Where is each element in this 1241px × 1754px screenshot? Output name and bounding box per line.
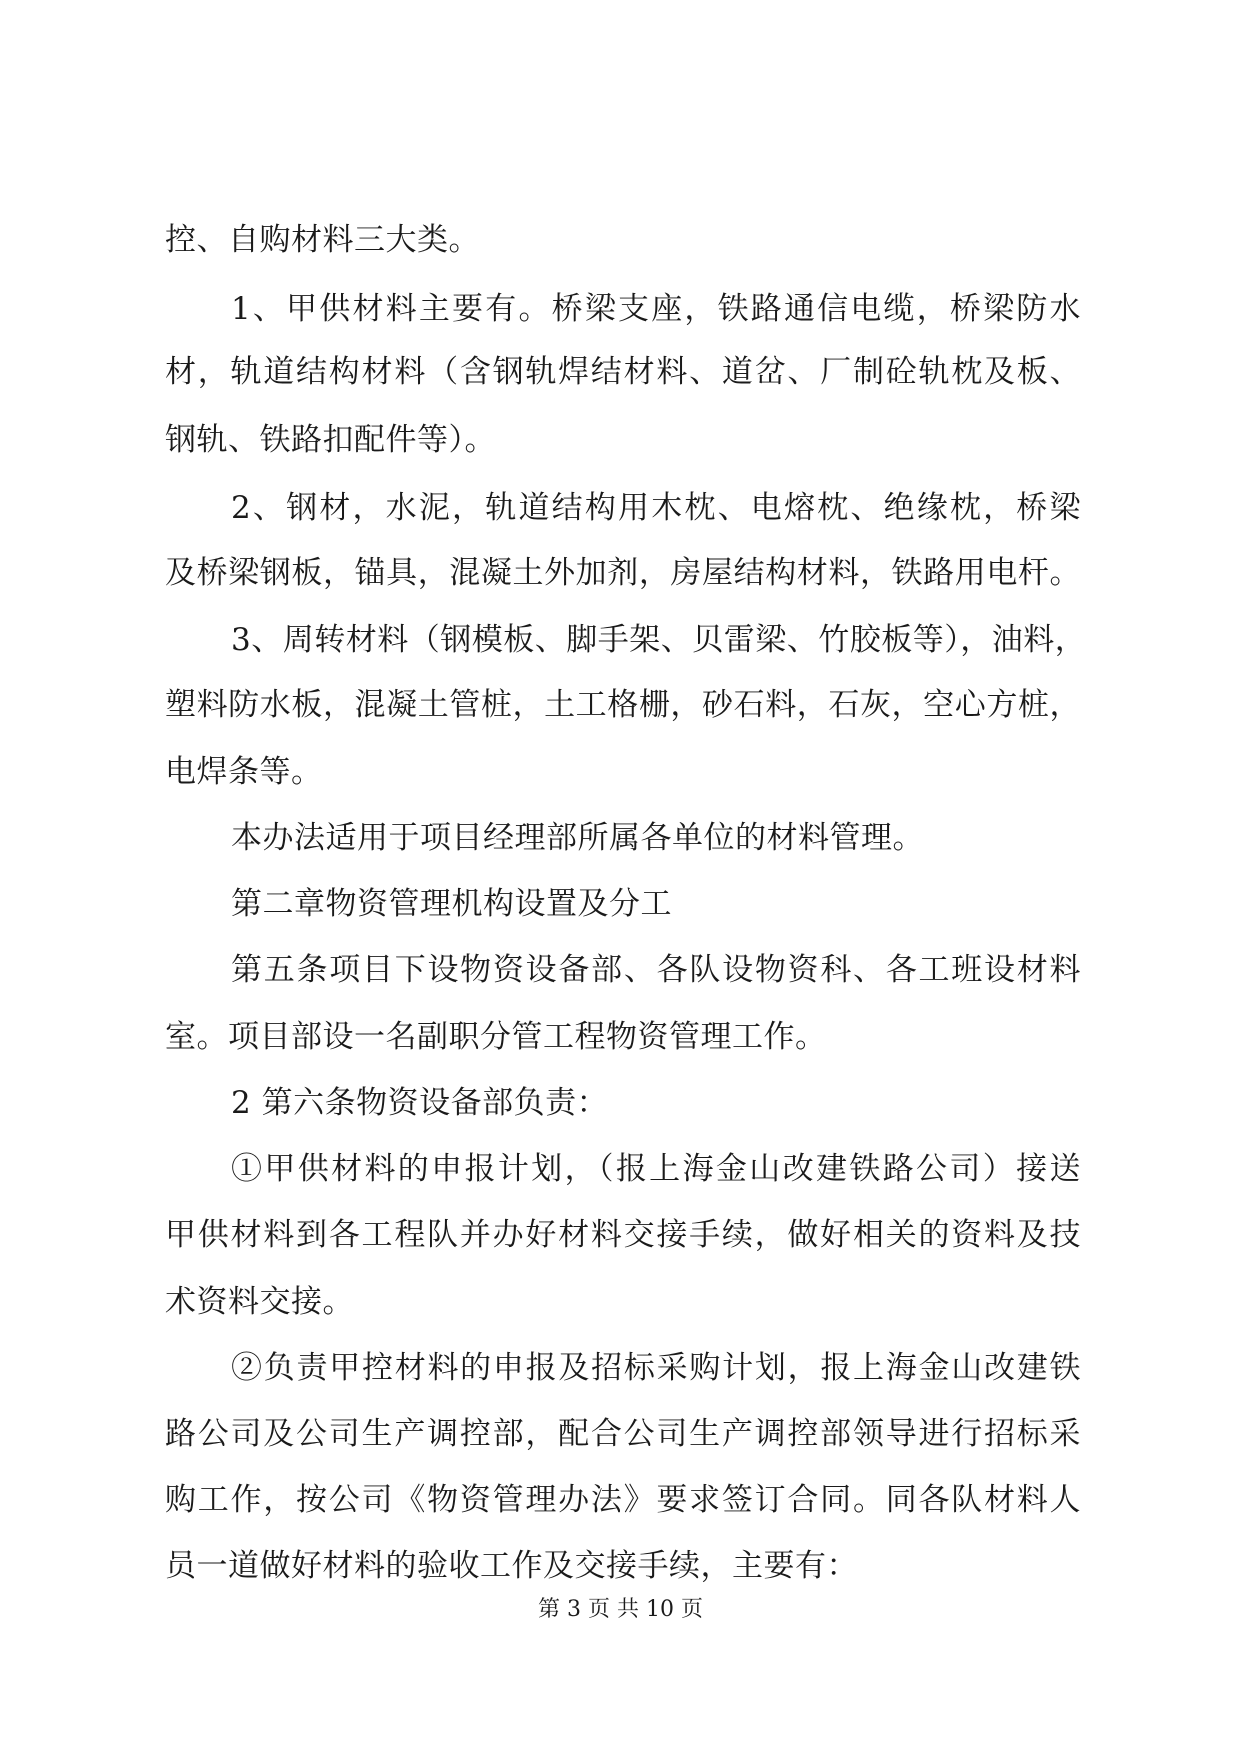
paragraph-line: 及桥梁钢板，锚具，混凝土外加剂，房屋结构材料，铁路用电杆。 bbox=[165, 555, 1081, 591]
text-line: 控、自购材料三大类。 bbox=[165, 222, 480, 258]
paragraph-line: 员一道做好材料的验收工作及交接手续，主要有： bbox=[165, 1548, 858, 1584]
paragraph-line: 购工作，按公司《物资管理办法》要求签订合同。同各队材料人 bbox=[165, 1482, 1081, 1518]
paragraph-line: ②负责甲控材料的申报及招标采购计划，报上海金山改建铁 bbox=[231, 1350, 1081, 1386]
paragraph-line: 2 第六条物资设备部负责： bbox=[231, 1085, 609, 1121]
paragraph-line: 钢轨、铁路扣配件等）。 bbox=[165, 422, 496, 458]
section-heading: 第二章物资管理机构设置及分工 bbox=[231, 886, 672, 922]
paragraph-line: 术资料交接。 bbox=[165, 1284, 354, 1320]
paragraph-line: ①甲供材料的申报计划，（报上海金山改建铁路公司）接送 bbox=[231, 1151, 1081, 1187]
paragraph-line: 电焊条等。 bbox=[165, 754, 323, 790]
paragraph-line: 路公司及公司生产调控部，配合公司生产调控部领导进行招标采 bbox=[165, 1416, 1081, 1452]
paragraph-line: 第五条项目下设物资设备部、各队设物资科、各工班设材料 bbox=[231, 952, 1081, 988]
paragraph-line: 材，轨道结构材料（含钢轨焊结材料、道岔、厂制砼轨枕及板、 bbox=[165, 354, 1081, 390]
paragraph-line: 2、钢材，水泥，轨道结构用木枕、电熔枕、绝缘枕，桥梁 bbox=[231, 490, 1081, 526]
paragraph-line: 1、甲供材料主要有。桥梁支座，铁路通信电缆，桥梁防水 bbox=[231, 291, 1081, 327]
page-footer: 第 3 页 共 10 页 bbox=[538, 1597, 703, 1622]
paragraph-line: 本办法适用于项目经理部所属各单位的材料管理。 bbox=[231, 820, 924, 856]
paragraph-line: 室。项目部设一名副职分管工程物资管理工作。 bbox=[165, 1019, 827, 1055]
paragraph-line: 塑料防水板，混凝土管桩，土工格栅，砂石料，石灰，空心方桩， bbox=[165, 687, 1081, 723]
paragraph-line: 甲供材料到各工程队并办好材料交接手续，做好相关的资料及技 bbox=[165, 1217, 1081, 1253]
paragraph-line: 3、周转材料（钢模板、脚手架、贝雷梁、竹胶板等），油料， bbox=[231, 622, 1087, 658]
